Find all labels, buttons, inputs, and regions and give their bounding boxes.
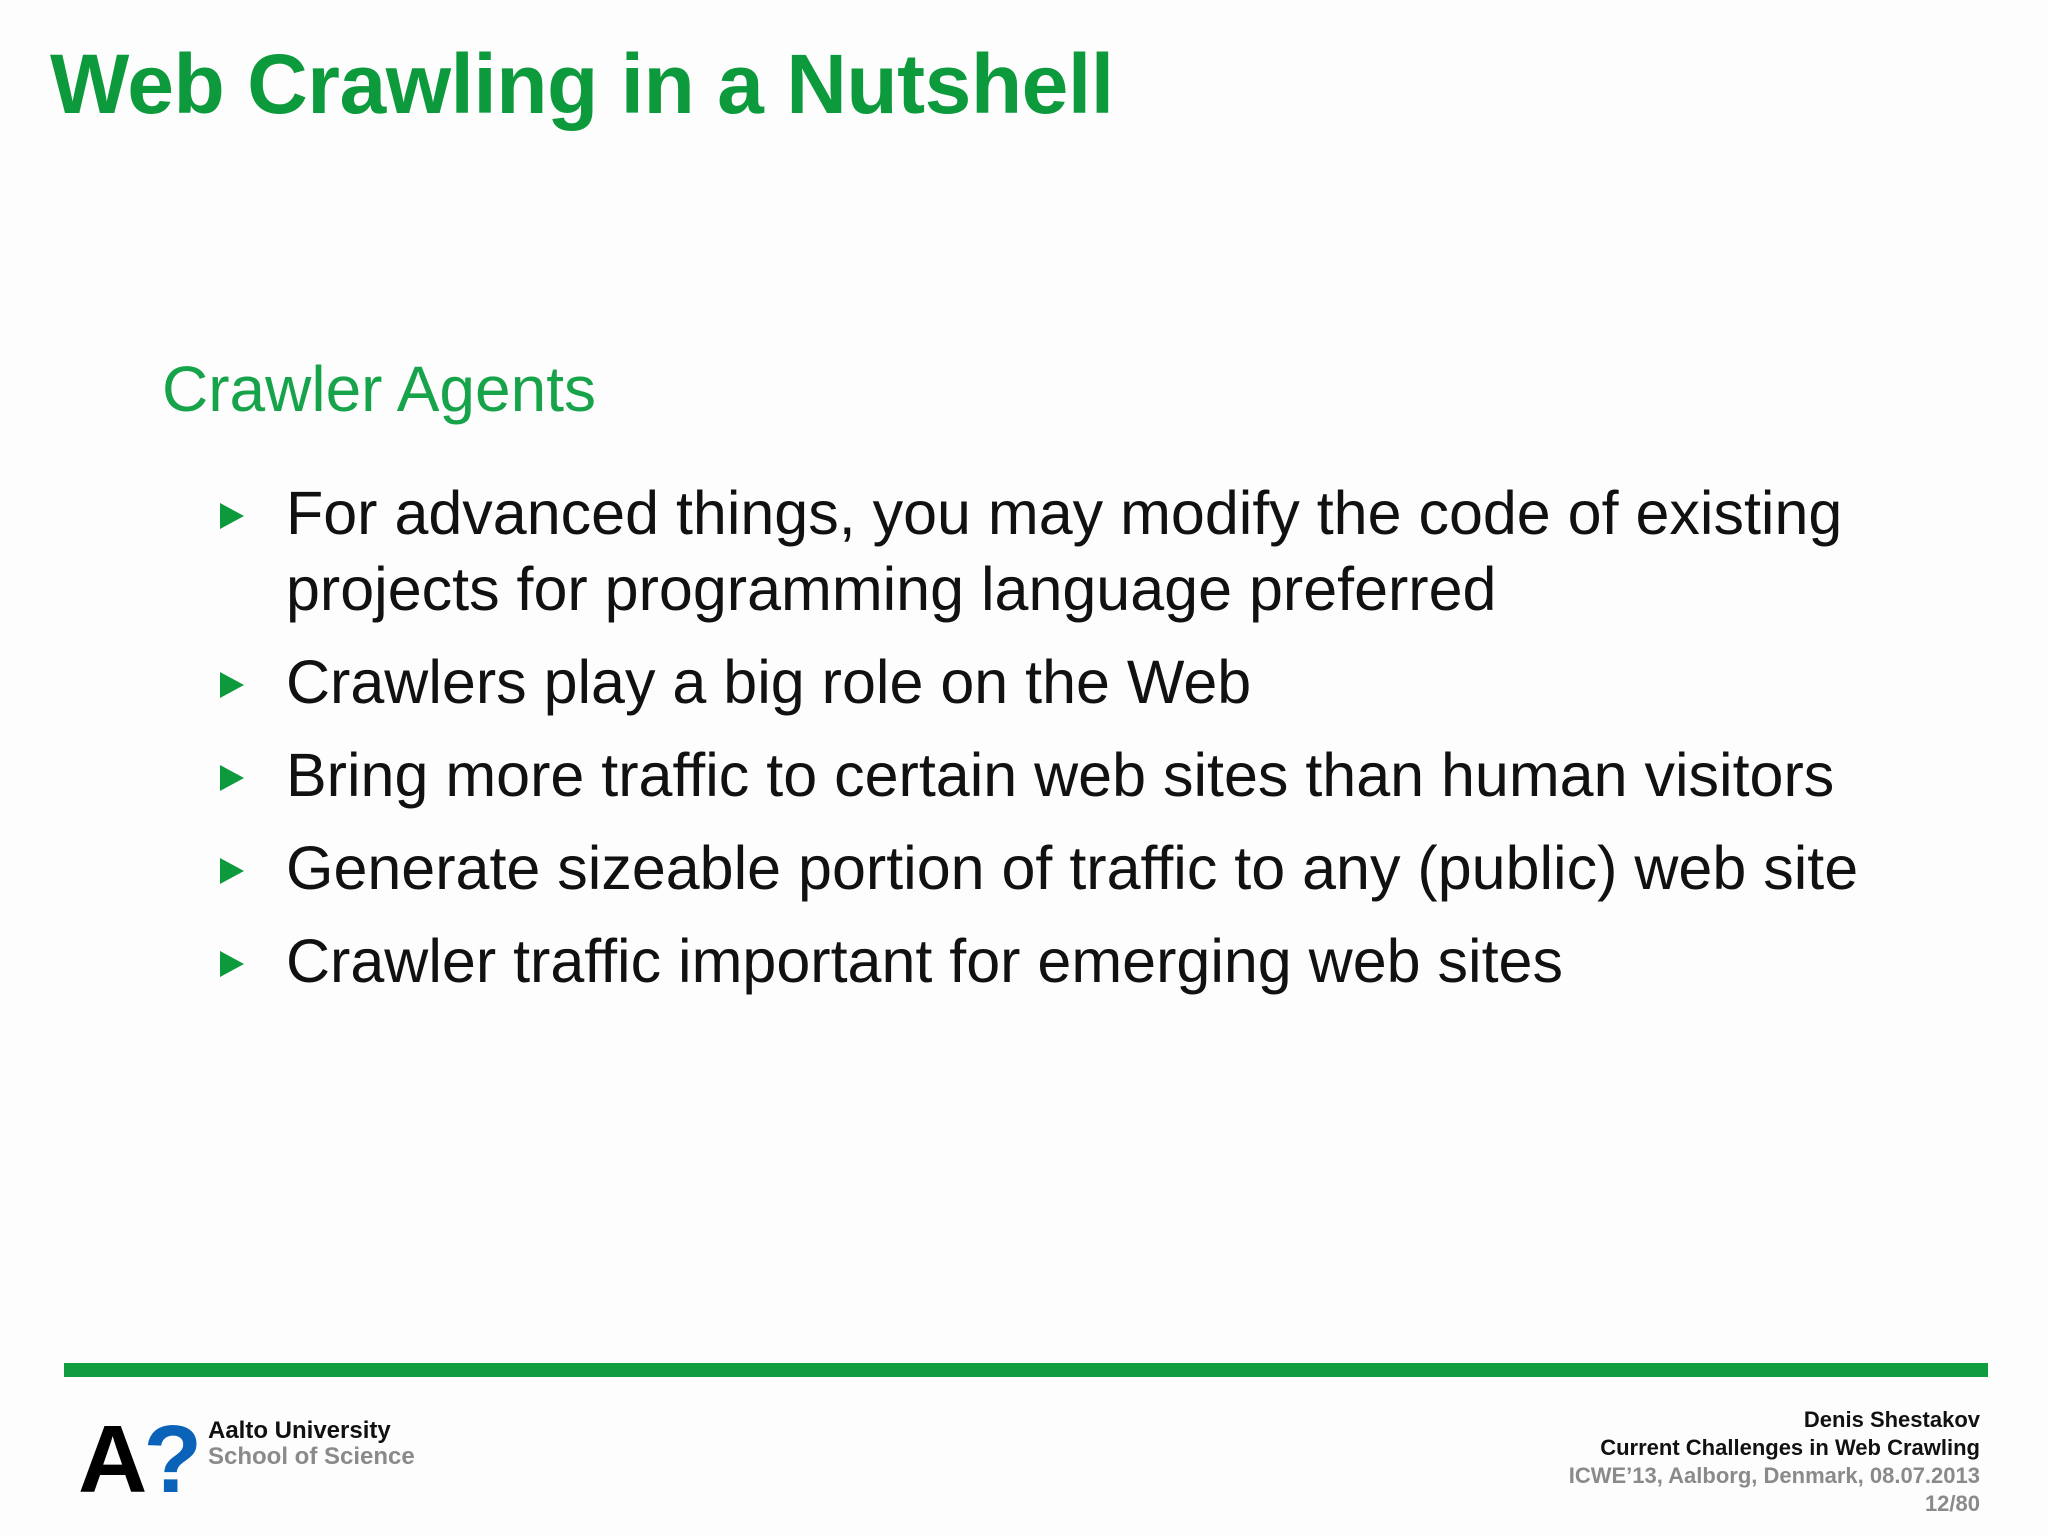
triangle-right-icon — [220, 951, 244, 977]
logo-letter: A — [78, 1406, 144, 1513]
footer-divider — [64, 1363, 1988, 1377]
bullet-item — [220, 830, 1940, 906]
university-name: Aalto University — [208, 1417, 391, 1444]
bullet-text: Crawlers play a big role on the Web — [286, 648, 1252, 716]
footer-info — [1569, 1406, 1980, 1518]
slide-title: Web Crawling in a Nutshell — [50, 37, 1114, 131]
logo-symbol: ? — [143, 1406, 198, 1513]
university-name-block — [208, 1418, 415, 1470]
bullet-text: Bring more traffic to certain web sites than human visitors — [286, 741, 1835, 809]
venue-date: ICWE’13, Aalborg, Denmark, 08.07.2013 — [1568, 1463, 1980, 1488]
bullet-text: Crawler traffic important for emerging web sites — [286, 927, 1563, 995]
bullet-item — [220, 923, 1940, 999]
triangle-right-icon — [220, 765, 244, 791]
bullet-list — [220, 475, 1940, 1016]
bullet-text: Generate sizeable portion of traffic to any (public) web site — [286, 834, 1859, 902]
bullet-item — [220, 644, 1940, 720]
talk-title: Current Challenges in Web Crawling — [1600, 1435, 1980, 1460]
section-heading: Crawler Agents — [162, 353, 596, 425]
bullet-item — [220, 475, 1940, 627]
aalto-logo-icon — [78, 1406, 198, 1513]
triangle-right-icon — [220, 858, 244, 884]
school-name: School of Science — [208, 1443, 415, 1470]
triangle-right-icon — [220, 672, 244, 698]
page-number: 12/80 — [1924, 1491, 1980, 1516]
bullet-item — [220, 737, 1940, 813]
triangle-right-icon — [220, 503, 244, 529]
author-name: Denis Shestakov — [1803, 1407, 1980, 1432]
bullet-text: For advanced things, you may modify the code of existing projects for programming language preferred — [286, 479, 1843, 623]
